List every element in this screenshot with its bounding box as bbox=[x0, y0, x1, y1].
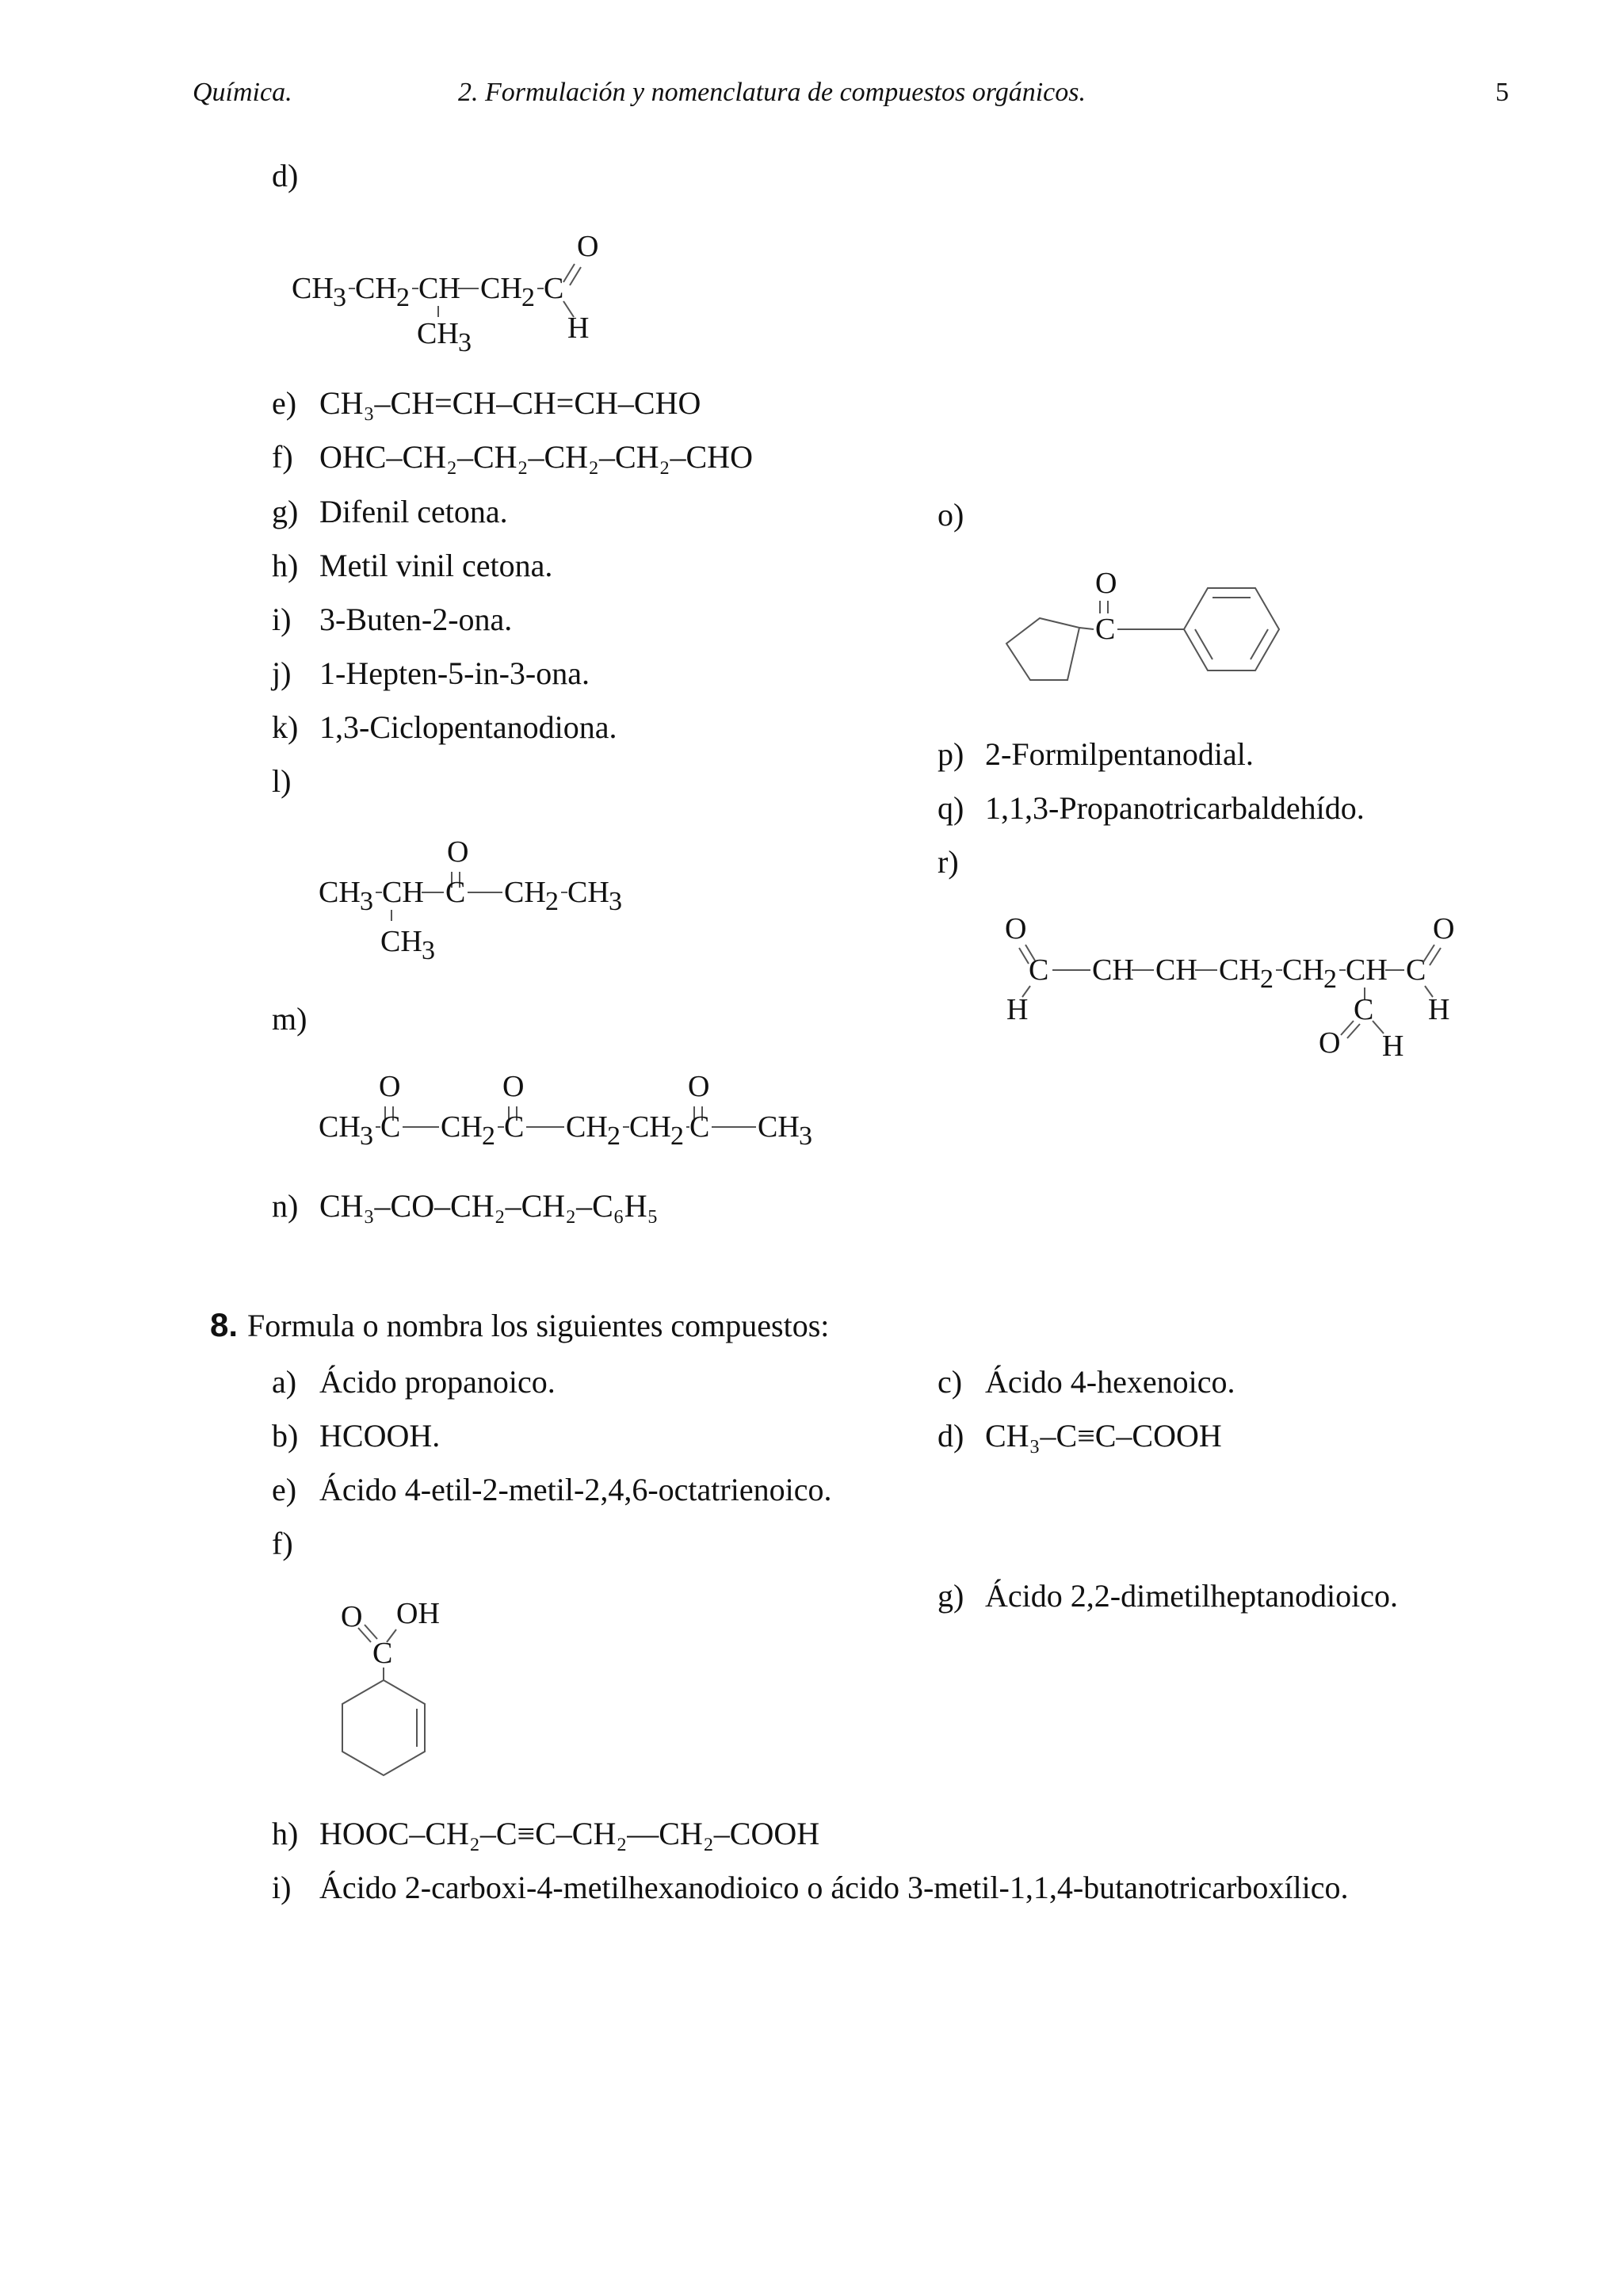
atom-label: 2 bbox=[521, 283, 535, 312]
item-text: CH₃–CO–CH₂–CH₂–C₆H₅ bbox=[319, 1188, 659, 1224]
atom-label: CH bbox=[1282, 953, 1324, 987]
atom-label: H bbox=[567, 311, 590, 345]
item-label: f) bbox=[272, 439, 293, 475]
item-label: g) bbox=[272, 494, 299, 529]
atom-label: O bbox=[688, 1070, 710, 1103]
atom-label: C bbox=[504, 1110, 525, 1144]
list-item-f bbox=[272, 438, 753, 476]
atom-label: C bbox=[544, 272, 564, 305]
list-item-8i bbox=[272, 1869, 1348, 1907]
item-label: o) bbox=[938, 497, 964, 533]
list-item-8b bbox=[272, 1417, 440, 1455]
atom-label: O bbox=[1433, 912, 1455, 946]
atom-label: CH bbox=[319, 876, 361, 909]
item-label: d) bbox=[272, 158, 299, 193]
atom-label: CH bbox=[292, 272, 334, 305]
atom-label: O bbox=[379, 1070, 401, 1103]
atom-label: O bbox=[502, 1070, 525, 1103]
item-label: i) bbox=[272, 1870, 292, 1905]
atom-label: 2 bbox=[607, 1121, 621, 1151]
atom-label: CH bbox=[758, 1110, 800, 1144]
item-label: n) bbox=[272, 1188, 299, 1224]
structure-m bbox=[319, 1068, 842, 1163]
list-item-8g bbox=[938, 1577, 1398, 1615]
atom-label: CH bbox=[504, 876, 546, 909]
atom-label: CH bbox=[418, 272, 460, 305]
atom-label: H bbox=[1428, 993, 1450, 1026]
atom-label: H bbox=[1006, 993, 1029, 1026]
atom-label: H bbox=[1382, 1030, 1404, 1063]
atom-label: 3 bbox=[360, 1121, 373, 1151]
item-text: 1-Hepten-5-in-3-ona. bbox=[319, 655, 590, 691]
atom-label: O bbox=[341, 1600, 363, 1633]
list-item-8e bbox=[272, 1471, 831, 1509]
list-item-o bbox=[938, 496, 985, 534]
item-text: HOOC–CH₂–C≡C–CH₂—CH₂–COOH bbox=[319, 1816, 820, 1851]
benzene-ring bbox=[1184, 588, 1279, 670]
item-label: m) bbox=[272, 1001, 307, 1037]
item-label: j) bbox=[272, 655, 292, 691]
atom-label: 2 bbox=[482, 1121, 495, 1151]
list-item-j bbox=[272, 655, 590, 693]
atom-label: 3 bbox=[799, 1121, 812, 1151]
atom-label: CH bbox=[441, 1110, 483, 1144]
atom-label: C bbox=[372, 1637, 393, 1670]
section-number: 8. bbox=[210, 1306, 239, 1343]
atom-label: CH bbox=[566, 1110, 608, 1144]
item-label: i) bbox=[272, 602, 292, 637]
atom-label: C bbox=[689, 1110, 710, 1144]
item-text: Ácido propanoico. bbox=[319, 1364, 556, 1400]
structure-o bbox=[1000, 564, 1285, 691]
item-label: h) bbox=[272, 1816, 299, 1851]
structure-r bbox=[1000, 910, 1476, 1063]
atom-label: CH bbox=[1092, 953, 1134, 987]
item-label: p) bbox=[938, 736, 964, 772]
list-item-h bbox=[272, 547, 552, 585]
atom-label: 2 bbox=[1323, 965, 1337, 994]
atom-label: CH bbox=[380, 925, 422, 958]
atom-label: C bbox=[1095, 613, 1116, 646]
atom-label: O bbox=[1005, 912, 1027, 946]
atom-label: C bbox=[1354, 993, 1374, 1026]
atom-label: CH bbox=[1346, 953, 1388, 987]
structure-l bbox=[319, 834, 675, 968]
atom-label: C bbox=[445, 876, 466, 909]
structure-d bbox=[292, 228, 609, 363]
list-item-m bbox=[272, 1000, 319, 1038]
item-text: OHC–CH₂–CH₂–CH₂–CH₂–CHO bbox=[319, 439, 753, 475]
item-text: 2-Formilpentanodial. bbox=[985, 736, 1254, 772]
atom-label: 3 bbox=[609, 887, 622, 916]
atom-label: 2 bbox=[545, 887, 559, 916]
item-text: Ácido 2,2-dimetilheptanodioico. bbox=[985, 1578, 1398, 1614]
atom-label: O bbox=[1319, 1026, 1341, 1060]
cyclopentane-ring bbox=[1006, 618, 1079, 680]
atom-label: 2 bbox=[1260, 965, 1274, 994]
list-item-r bbox=[938, 843, 985, 881]
atom-label: C bbox=[1029, 953, 1049, 987]
atom-label: C bbox=[380, 1110, 401, 1144]
atom-label: CH bbox=[417, 317, 459, 350]
atom-label: 3 bbox=[333, 283, 346, 312]
item-text: CH₃–CH=CH–CH=CH–CHO bbox=[319, 385, 701, 421]
item-label: e) bbox=[272, 385, 297, 421]
item-label: b) bbox=[272, 1418, 299, 1454]
item-label: f) bbox=[272, 1526, 293, 1561]
atom-label: CH bbox=[319, 1110, 361, 1144]
item-text: 1,3-Ciclopentanodiona. bbox=[319, 709, 617, 745]
item-label: h) bbox=[272, 548, 299, 583]
list-item-8d bbox=[938, 1417, 1222, 1455]
list-item-8c bbox=[938, 1363, 1235, 1401]
item-text: 3-Buten-2-ona. bbox=[319, 602, 513, 637]
list-item-g bbox=[272, 493, 508, 531]
item-text: Ácido 2-carboxi-4-metilhexanodioico o ácido 3-metil-1,1,4-butanotricarboxílico. bbox=[319, 1870, 1349, 1905]
section-title: Formula o nombra los siguientes compuestos: bbox=[247, 1308, 830, 1343]
atom-label: O bbox=[1095, 567, 1117, 600]
atom-label: CH bbox=[382, 876, 424, 909]
item-label: e) bbox=[272, 1472, 297, 1507]
item-label: a) bbox=[272, 1364, 297, 1400]
atom-label: 3 bbox=[458, 328, 472, 357]
atom-label: 3 bbox=[422, 936, 435, 965]
atom-label: CH bbox=[629, 1110, 671, 1144]
atom-label: CH bbox=[567, 876, 609, 909]
item-text: CH₃–C≡C–COOH bbox=[985, 1418, 1222, 1454]
item-text: 1,1,3-Propanotricarbaldehído. bbox=[985, 790, 1365, 826]
atom-label: OH bbox=[396, 1597, 440, 1630]
atom-label: CH bbox=[355, 272, 397, 305]
item-text: Difenil cetona. bbox=[319, 494, 508, 529]
atom-label: O bbox=[447, 835, 469, 869]
item-text: HCOOH. bbox=[319, 1418, 441, 1454]
list-item-e bbox=[272, 384, 701, 422]
item-label: k) bbox=[272, 709, 299, 745]
atom-label: CH bbox=[1219, 953, 1261, 987]
item-text: Ácido 4-hexenoico. bbox=[985, 1364, 1235, 1400]
cyclohexene-ring bbox=[342, 1680, 425, 1775]
list-item-n bbox=[272, 1187, 659, 1225]
item-text: Ácido 4-etil-2-metil-2,4,6-octatrienoico. bbox=[319, 1472, 832, 1507]
list-item-q bbox=[938, 789, 1365, 827]
header-chapter: 2. Formulación y nomenclatura de compuestos orgánicos. bbox=[458, 78, 1086, 107]
atom-label: O bbox=[577, 230, 599, 263]
structure-8f bbox=[338, 1593, 496, 1775]
item-text: Metil vinil cetona. bbox=[319, 548, 553, 583]
item-label: r) bbox=[938, 844, 959, 880]
atom-label: 2 bbox=[670, 1121, 684, 1151]
item-label: q) bbox=[938, 790, 964, 826]
item-label: d) bbox=[938, 1418, 964, 1454]
page-number: 5 bbox=[1495, 78, 1509, 107]
atom-label: C bbox=[1406, 953, 1426, 987]
item-label: l) bbox=[272, 763, 292, 799]
item-label: g) bbox=[938, 1578, 964, 1614]
item-label: c) bbox=[938, 1364, 963, 1400]
list-item-8f bbox=[272, 1525, 319, 1563]
atom-label: CH bbox=[480, 272, 522, 305]
list-item-d bbox=[272, 157, 319, 195]
atom-label: 3 bbox=[360, 887, 373, 916]
atom-label: CH bbox=[1155, 953, 1197, 987]
list-item-8h bbox=[272, 1815, 819, 1853]
list-item-k bbox=[272, 709, 617, 747]
list-item-8a bbox=[272, 1363, 556, 1401]
section-8-heading bbox=[210, 1306, 829, 1345]
list-item-l bbox=[272, 762, 319, 800]
list-item-i bbox=[272, 601, 512, 639]
atom-label: 2 bbox=[396, 283, 410, 312]
header-subject: Química. bbox=[193, 78, 292, 107]
list-item-p bbox=[938, 735, 1254, 774]
